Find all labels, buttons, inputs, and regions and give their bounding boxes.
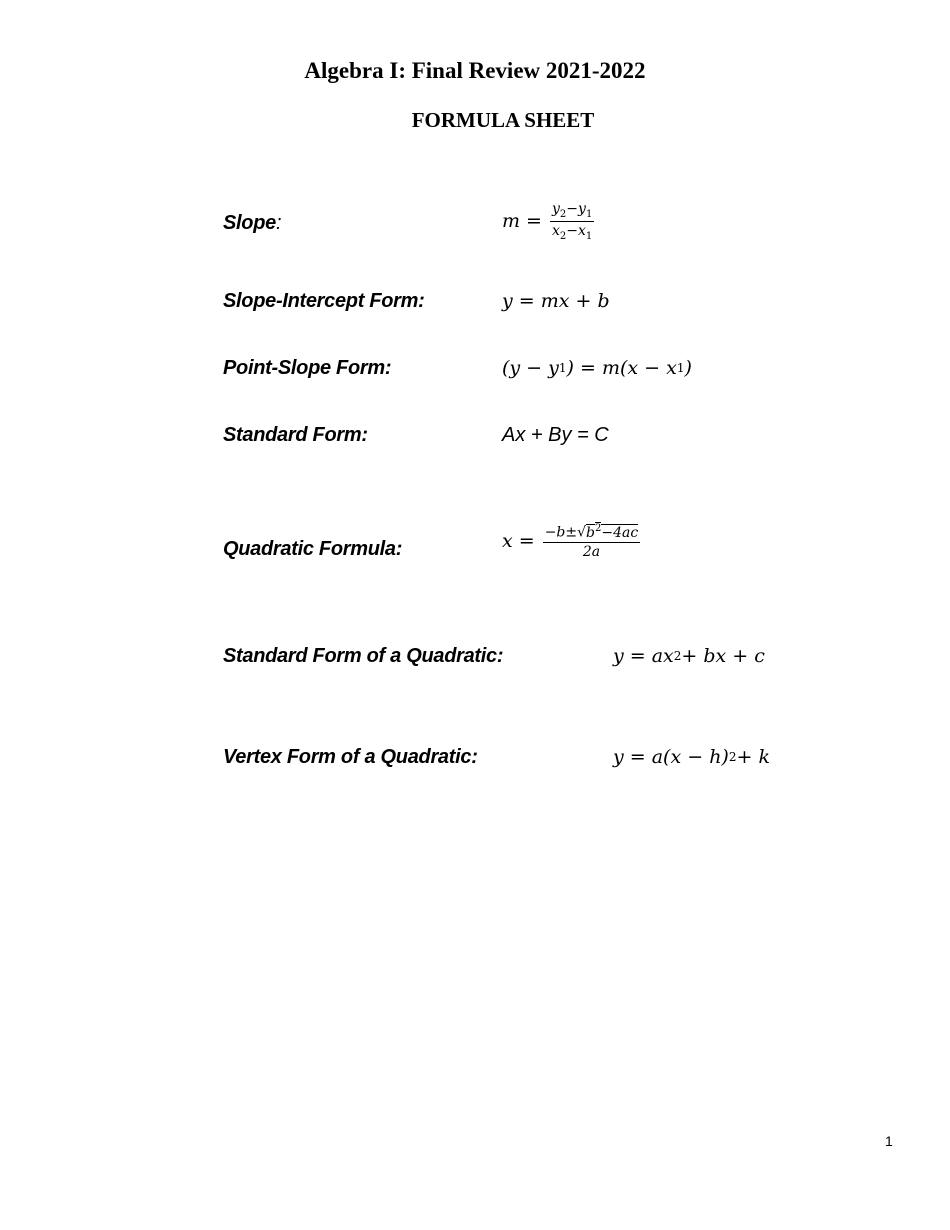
page-number: 1 (885, 1133, 893, 1149)
slope-intercept-label: Slope-Intercept Form: (223, 290, 425, 312)
slope-numerator: $y_2-y_1$ (551, 201, 593, 220)
quadratic-formula (502, 523, 640, 560)
quadratic-lhs: x = (502, 530, 535, 553)
slope-colon: : (275, 212, 282, 234)
standard-quadratic-formula: y = ax 2 + bx + c (613, 645, 765, 667)
slope-lhs: m = (502, 210, 542, 233)
quadratic-fraction (543, 523, 641, 560)
standard-form-formula: Ax + By = C (502, 424, 609, 446)
document-title: Algebra I: Final Review 2021-2022 (304, 58, 646, 83)
slope-label (223, 212, 281, 235)
point-slope-formula: (y − y 1 ) = m(x − x 1 ) (502, 357, 692, 379)
document-subtitle: FORMULA SHEET (411, 108, 595, 132)
slope-fraction (550, 201, 594, 242)
vertex-form-label: Vertex Form of a Quadratic: (223, 746, 478, 768)
vertex-form-formula: y = a(x − h) 2 + k (613, 746, 770, 768)
slope-intercept-formula: y = mx + b (502, 290, 610, 312)
quadratic-denominator: 2a (582, 543, 601, 560)
standard-form-label: Standard Form: (223, 424, 368, 446)
slope-label-text: Slope (223, 212, 276, 234)
slope-denominator: $x_2-x_1$ (552, 222, 593, 242)
slope-formula (502, 201, 594, 242)
standard-quadratic-label: Standard Form of a Quadratic: (223, 645, 504, 667)
quadratic-numerator: $-b\pm√b^2-4ac$ (544, 523, 639, 541)
point-slope-label: Point-Slope Form: (223, 357, 392, 379)
quadratic-formula-label: Quadratic Formula: (223, 538, 403, 560)
